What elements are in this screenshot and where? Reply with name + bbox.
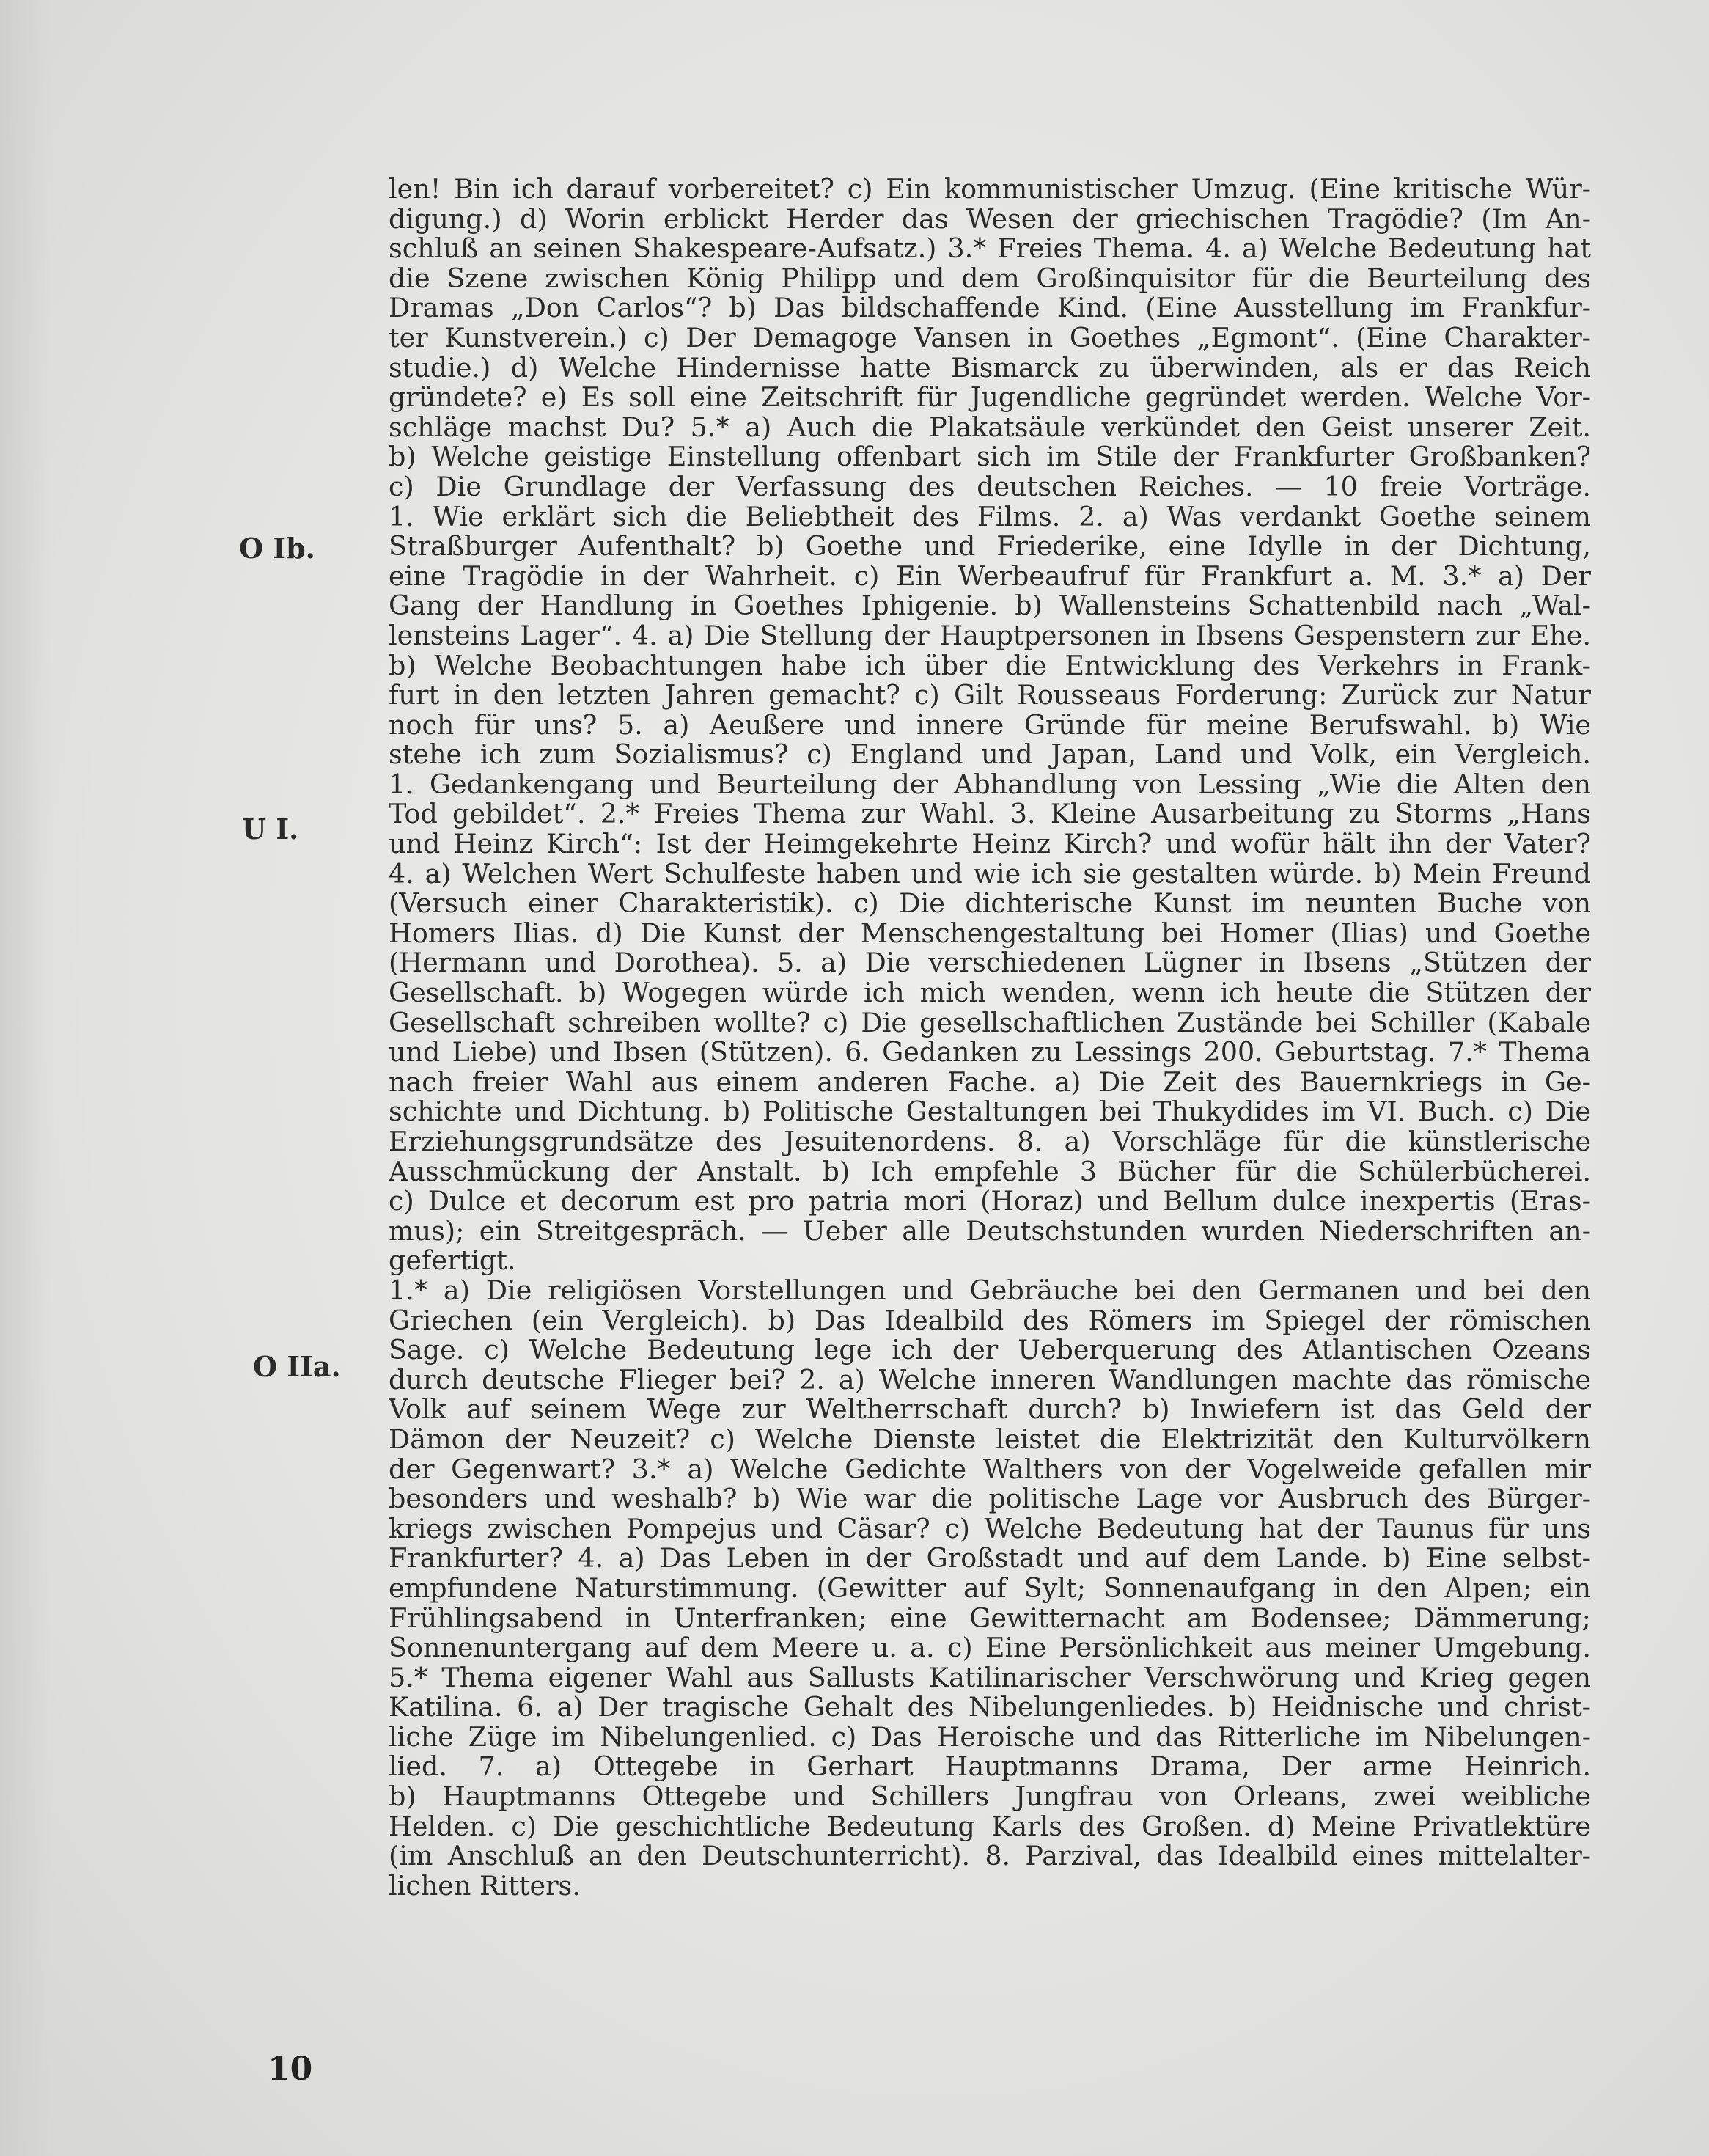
text-line: lied. 7. a) Ottegebe in Gerhart Hauptmanns Drama, Der arme Heinrich. <box>389 1752 1591 1783</box>
text-line: und Heinz Kirch“: Ist der Heimgekehrte Heinz Kirch? und wofür hält ihn der Vater? <box>389 829 1591 859</box>
text-line: 1.* a) Die religiösen Vorstellungen und Gebräuche bei den Germanen und bei den <box>389 1275 1591 1306</box>
text-line: schluß an seinen Shakespeare-Aufsatz.) 3.* Freies Thema. 4. a) Welche Bedeutung hat <box>389 234 1591 264</box>
text-line: nach freier Wahl aus einem anderen Fache. a) Die Zeit des Bauernkriegs in Ge- <box>389 1067 1591 1098</box>
text-line: len! Bin ich darauf vorbereitet? c) Ein kommunistischer Umzug. (Eine kritische Wür- <box>389 175 1591 205</box>
text-line: schläge machst Du? 5.* a) Auch die Plakatsäule verkündet den Geist unserer Zeit. <box>389 412 1591 443</box>
text-line: c) Dulce et decorum est pro patria mori (Horaz) und Bellum dulce inexpertis (Eras- <box>389 1187 1591 1217</box>
text-line: (Hermann und Dorothea). 5. a) Die verschiedenen Lügner in Ibsens „Stützen der <box>389 948 1591 979</box>
class-label-o-ib: O Ib. <box>239 532 315 565</box>
text-line: durch deutsche Flieger bei? 2. a) Welche inneren Wandlungen machte das römische <box>389 1365 1591 1396</box>
text-line: schichte und Dichtung. b) Politische Gestaltungen bei Thukydides im VI. Buch. c) Die <box>389 1097 1591 1127</box>
text-line: Katilina. 6. a) Der tragische Gehalt des Nibelungenliedes. b) Heidnische und christ- <box>389 1693 1591 1723</box>
text-line: Griechen (ein Vergleich). b) Das Idealbild des Römers im Spiegel der römischen <box>389 1305 1591 1336</box>
text-line: Dramas „Don Carlos“? b) Das bildschaffende Kind. (Eine Ausstellung im Frankfur- <box>389 293 1591 323</box>
text-line: Helden. c) Die geschichtliche Bedeutung Karls des Großen. d) Meine Privatlektüre <box>389 1811 1591 1842</box>
text-line: Gesellschaft schreiben wollte? c) Die gesellschaftlichen Zustände bei Schiller (Kabale <box>389 1008 1591 1038</box>
text-line: noch für uns? 5. a) Aeußere und innere Gründe für meine Berufswahl. b) Wie <box>389 710 1591 741</box>
text-line: 1. Wie erklärt sich die Beliebtheit des Films. 2. a) Was verdankt Goethe seinem <box>389 502 1591 532</box>
text-line: (im Anschluß an den Deutschunterricht). 8. Parzival, das Idealbild eines mittelalter- <box>389 1841 1591 1871</box>
text-line: b) Welche Beobachtungen habe ich über die Entwicklung des Verkehrs in Frank- <box>389 650 1591 681</box>
text-line: Gesellschaft. b) Wogegen würde ich mich wenden, wenn ich heute die Stützen der <box>389 978 1591 1008</box>
class-label-u-i: U I. <box>242 813 299 846</box>
page-number: 10 <box>268 2050 313 2088</box>
text-line: Frühlingsabend in Unterfranken; eine Gewitternacht am Bodensee; Dämmerung; <box>389 1603 1591 1634</box>
text-line: und Liebe) und Ibsen (Stützen). 6. Gedanken zu Lessings 200. Geburtstag. 7.* Thema <box>389 1038 1591 1068</box>
text-line: 1. Gedankengang und Beurteilung der Abhandlung von Lessing „Wie die Alten den <box>389 769 1591 800</box>
text-line: die Szene zwischen König Philipp und dem Großinquisitor für die Beurteilung des <box>389 263 1591 294</box>
text-line: mus); ein Streitgespräch. — Ueber alle Deutschstunden wurden Niederschriften an- <box>389 1216 1591 1247</box>
text-line: Straßburger Aufenthalt? b) Goethe und Friederike, eine Idylle in der Dichtung, <box>389 532 1591 562</box>
text-line: c) Die Grundlage der Verfassung des deutschen Reiches. — 10 freie Vorträge. <box>389 472 1591 502</box>
text-line: der Gegenwart? 3.* a) Welche Gedichte Walthers von der Vogelweide gefallen mir <box>389 1454 1591 1485</box>
text-line: Tod gebildet“. 2.* Freies Thema zur Wahl. 3. Kleine Ausarbeitung zu Storms „Hans <box>389 799 1591 830</box>
text-line: Sage. c) Welche Bedeutung lege ich der Ueberquerung des Atlantischen Ozeans <box>389 1335 1591 1365</box>
text-line: stehe ich zum Sozialismus? c) England und Japan, Land und Volk, ein Vergleich. <box>389 740 1591 770</box>
text-line: ter Kunstverein.) c) Der Demagoge Vansen in Goethes „Egmont“. (Eine Charakter- <box>389 323 1591 353</box>
text-line: Volk auf seinem Wege zur Weltherrschaft durch? b) Inwiefern ist das Geld der <box>389 1395 1591 1425</box>
text-line: b) Welche geistige Einstellung offenbart sich im Stile der Frankfurter Großbanken? <box>389 442 1591 472</box>
text-line: besonders und weshalb? b) Wie war die politische Lage vor Ausbruch des Bürger- <box>389 1484 1591 1514</box>
text-line: Sonnenuntergang auf dem Meere u. a. c) Eine Persönlichkeit aus meiner Umgebung. <box>389 1633 1591 1663</box>
text-line: Frankfurter? 4. a) Das Leben in der Großstadt und auf dem Lande. b) Eine selbst- <box>389 1544 1591 1574</box>
text-line: Erziehungsgrundsätze des Jesuitenordens. 8. a) Vorschläge für die künstlerische <box>389 1127 1591 1157</box>
text-line: studie.) d) Welche Hindernisse hatte Bismarck zu überwinden, als er das Reich <box>389 353 1591 384</box>
text-line: liche Züge im Nibelungenlied. c) Das Heroische und das Ritterliche im Nibelungen- <box>389 1722 1591 1753</box>
text-line: gründete? e) Es soll eine Zeitschrift für Jugendliche gegründet werden. Welche Vor- <box>389 383 1591 413</box>
text-line: Homers Ilias. d) Die Kunst der Menschengestaltung bei Homer (Ilias) und Goethe <box>389 918 1591 949</box>
page-edge-shadow <box>0 0 51 2156</box>
class-label-o-iia: O IIa. <box>253 1350 341 1383</box>
text-line: Dämon der Neuzeit? c) Welche Dienste leistet die Elektrizität den Kulturvölkern <box>389 1424 1591 1455</box>
text-line: Gang der Handlung in Goethes Iphigenie. b) Wallensteins Schattenbild nach „Wal- <box>389 591 1591 621</box>
text-line: b) Hauptmanns Ottegebe und Schillers Jungfrau von Orleans, zwei weibliche <box>389 1782 1591 1812</box>
text-line: lensteins Lager“. 4. a) Die Stellung der Hauptpersonen in Ibsens Gespenstern zur Ehe. <box>389 620 1591 651</box>
text-line: 5.* Thema eigener Wahl aus Sallusts Katilinarischer Verschwörung und Krieg gegen <box>389 1662 1591 1693</box>
text-line: digung.) d) Worin erblickt Herder das Wesen der griechischen Tragödie? (Im An- <box>389 204 1591 235</box>
text-column <box>389 175 1591 1901</box>
text-line: 4. a) Welchen Wert Schulfeste haben und wie ich sie gestalten würde. b) Mein Freund <box>389 859 1591 890</box>
text-line: lichen Ritters. <box>389 1871 581 1902</box>
text-line: kriegs zwischen Pompejus und Cäsar? c) Welche Bedeutung hat der Taunus für uns <box>389 1514 1591 1544</box>
text-line: furt in den letzten Jahren gemacht? c) Gilt Rousseaus Forderung: Zurück zur Natur <box>389 681 1591 711</box>
text-line: (Versuch einer Charakteristik). c) Die dichterische Kunst im neunten Buche von <box>389 889 1591 919</box>
text-line: gefertigt. <box>389 1246 516 1276</box>
text-line: empfundene Naturstimmung. (Gewitter auf Sylt; Sonnenaufgang in den Alpen; ein <box>389 1573 1591 1604</box>
text-line: eine Tragödie in der Wahrheit. c) Ein Werbeaufruf für Frankfurt a. M. 3.* a) Der <box>389 561 1591 592</box>
text-line: Ausschmückung der Anstalt. b) Ich empfehle 3 Bücher für die Schülerbücherei. <box>389 1156 1591 1187</box>
